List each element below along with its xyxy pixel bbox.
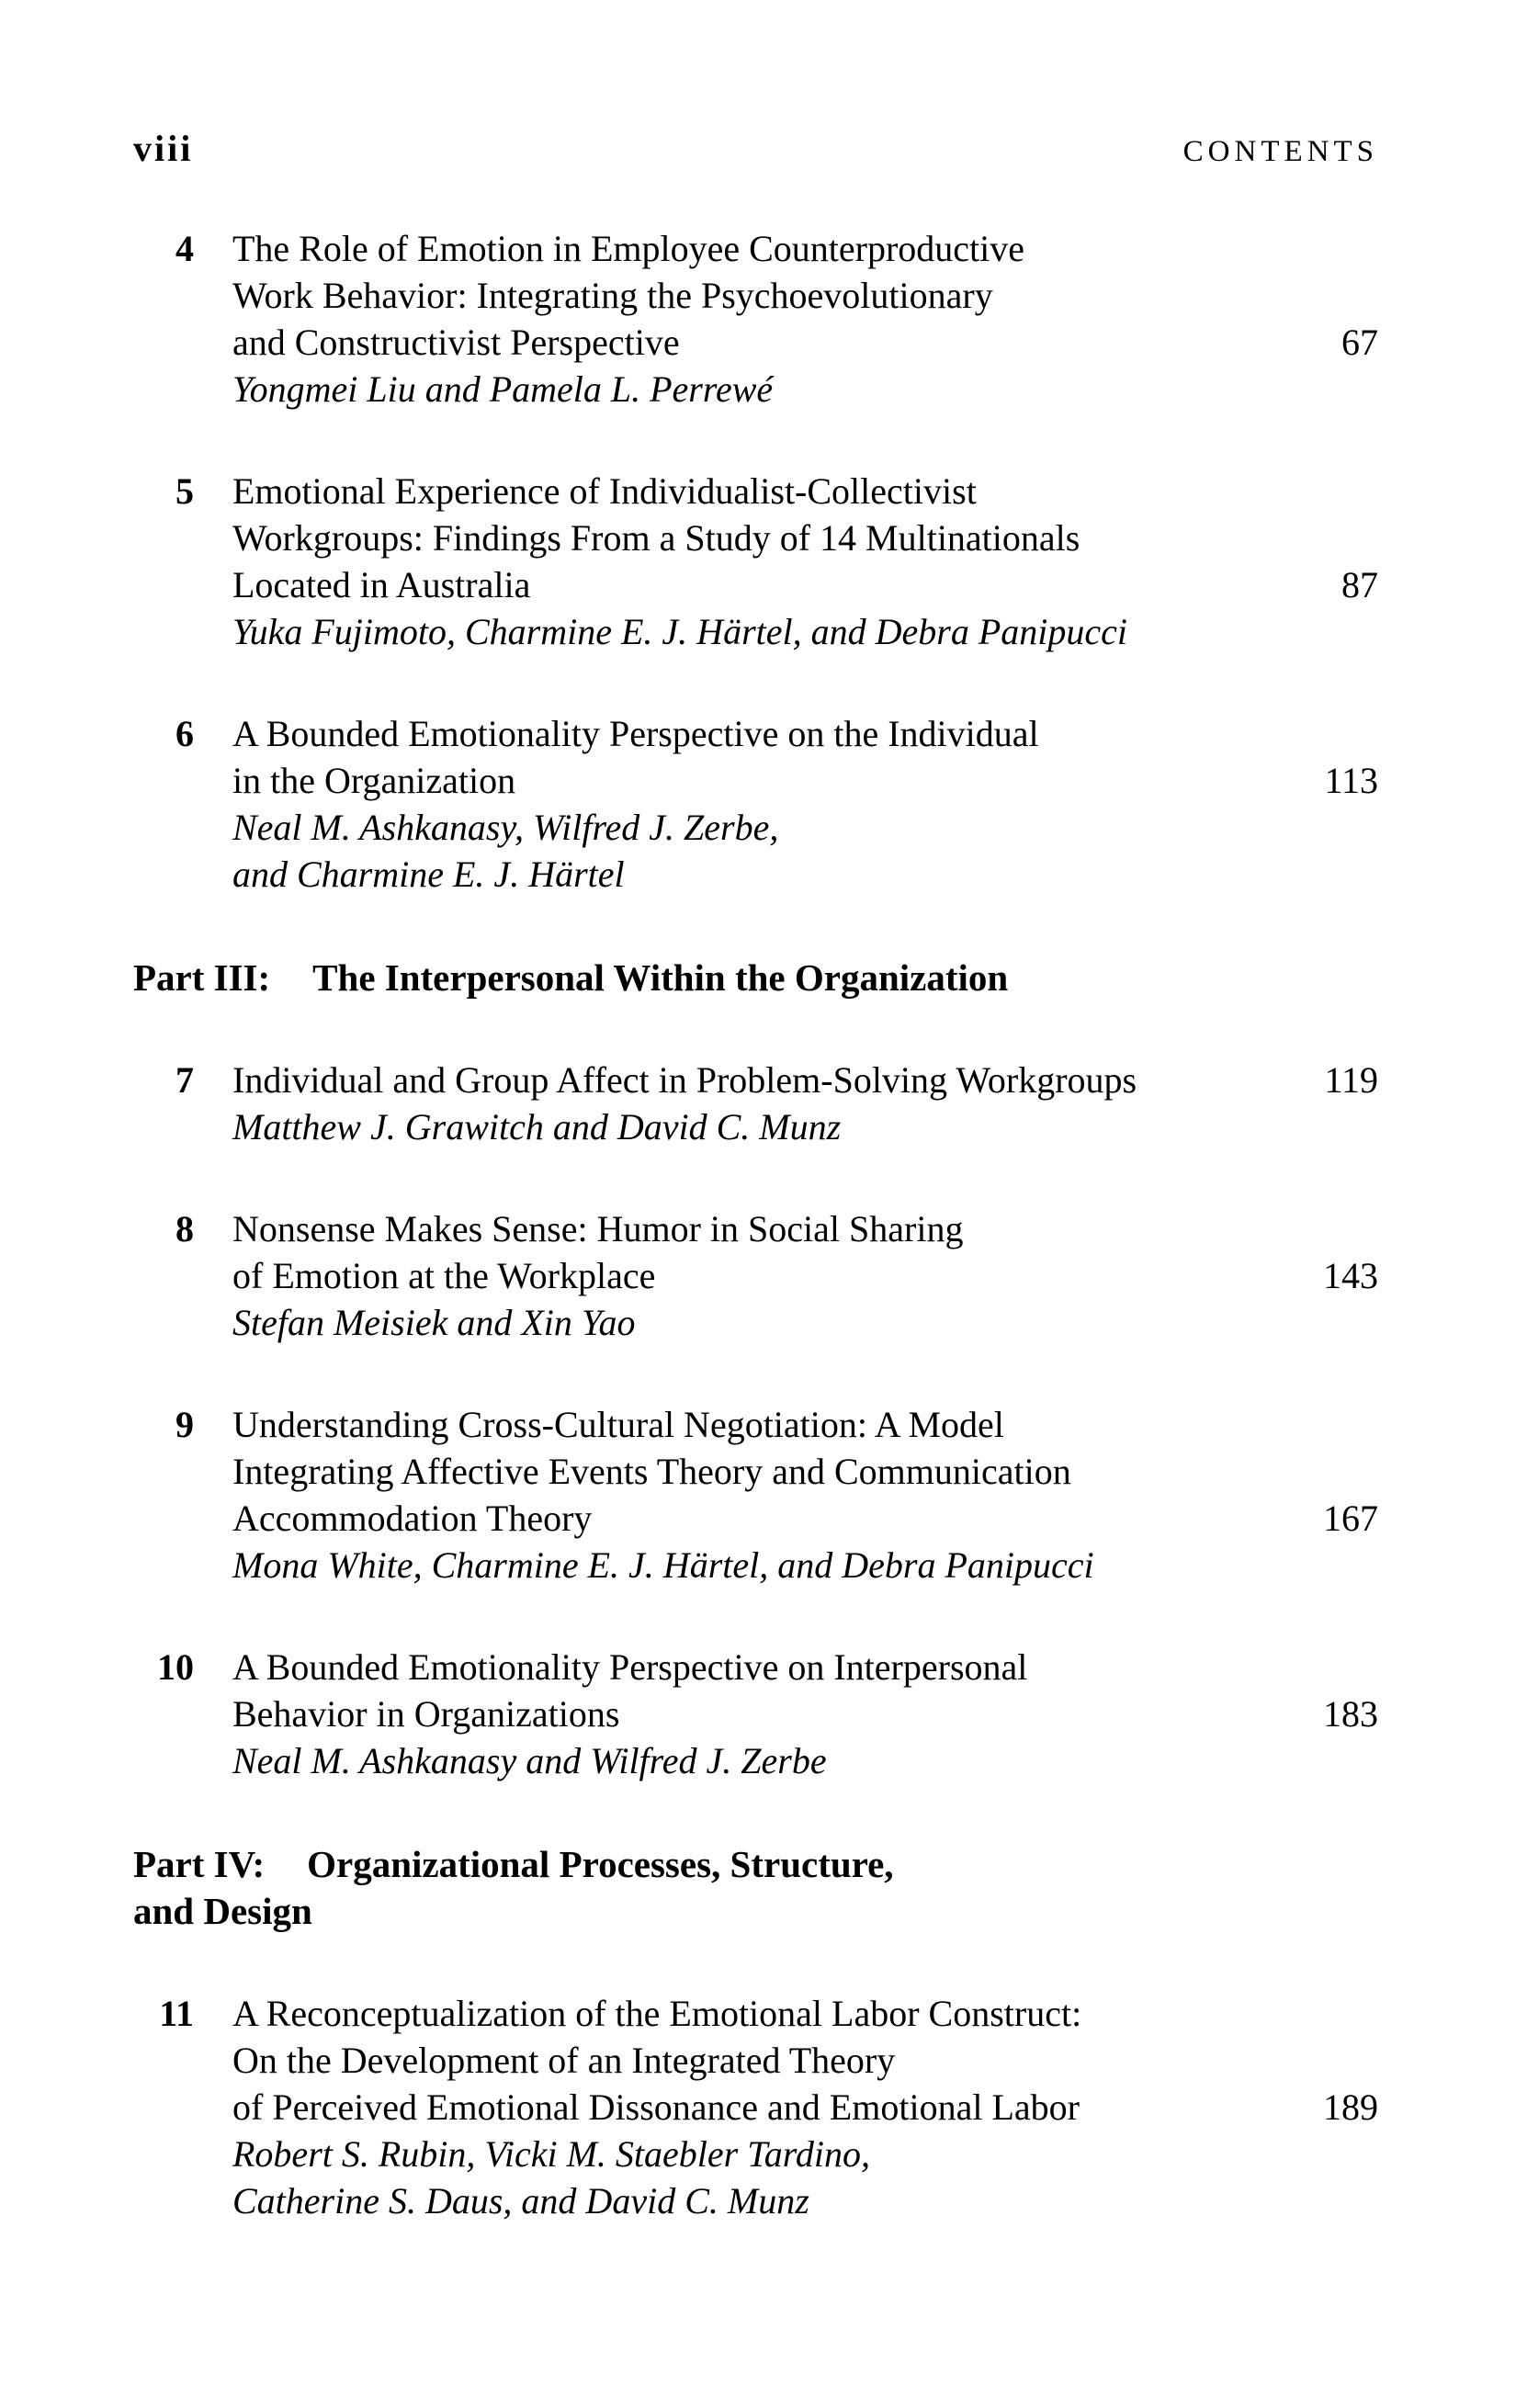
page-number: 183	[1323, 1693, 1378, 1735]
title-line: Workgroups: Findings From a Study of 14 Multinationals	[232, 517, 1080, 559]
entry-title-line	[133, 1644, 1378, 1690]
entry-author-line	[133, 608, 1378, 655]
title-line: A Reconceptualization of the Emotional Labor Construct:	[232, 1993, 1082, 2034]
chapter-number: 10	[157, 1646, 194, 1688]
title-line: A Bounded Emotionality Perspective on Interpersonal	[232, 1646, 1028, 1688]
title-line: of Emotion at the Workplace	[232, 1255, 656, 1296]
toc-entry-7	[133, 1057, 1378, 1150]
entry-title-line	[133, 1690, 1378, 1737]
part-label: Part III:	[133, 956, 271, 999]
part-title: The Interpersonal Within the Organization	[312, 956, 1009, 999]
chapter-number: 5	[175, 470, 194, 512]
entry-title-line	[133, 1495, 1378, 1542]
part-title-continuation: and Design	[133, 1890, 312, 1932]
page-number: 119	[1324, 1059, 1378, 1101]
entry-title-line	[133, 1057, 1378, 1103]
chapter-number: 9	[175, 1404, 194, 1445]
chapter-number: 4	[175, 228, 194, 269]
title-line: Behavior in Organizations	[232, 1693, 620, 1735]
author-line: Yuka Fujimoto, Charmine E. J. Härtel, and Debra Panipucci	[232, 611, 1127, 652]
entry-title-line	[133, 468, 1378, 514]
author-line: Matthew J. Grawitch and David C. Munz	[232, 1106, 842, 1147]
entry-title-line	[133, 757, 1378, 804]
page-header	[133, 125, 1378, 175]
part-heading-line	[133, 955, 1378, 1001]
entry-author-line	[133, 1299, 1378, 1346]
entry-title-line	[133, 225, 1378, 272]
author-line: Neal M. Ashkanasy and Wilfred J. Zerbe	[232, 1740, 827, 1781]
entry-title-line	[133, 710, 1378, 757]
title-line: of Perceived Emotional Dissonance and Emotional Labor	[232, 2086, 1080, 2128]
entry-title-line	[133, 1990, 1378, 2037]
title-line: and Constructivist Perspective	[232, 322, 680, 363]
title-line: Located in Australia	[232, 564, 531, 605]
author-line: Neal M. Ashkanasy, Wilfred J. Zerbe,	[232, 807, 779, 848]
entry-title-line	[133, 561, 1378, 608]
title-line: Individual and Group Affect in Problem-Solving Workgroups	[232, 1059, 1137, 1101]
entry-author-line	[133, 1542, 1378, 1588]
toc-entry-9	[133, 1401, 1378, 1588]
title-line: The Role of Emotion in Employee Counterproductive	[232, 228, 1025, 269]
title-line: Integrating Affective Events Theory and Communication	[232, 1451, 1071, 1492]
part-title: Organizational Processes, Structure,	[307, 1843, 894, 1885]
entry-title-line	[133, 1448, 1378, 1495]
entry-author-line	[133, 2177, 1378, 2224]
entry-title-line	[133, 2037, 1378, 2084]
title-line: in the Organization	[232, 760, 516, 801]
part-heading-line	[133, 1841, 1378, 1888]
toc-entry-6	[133, 710, 1378, 898]
chapter-number: 11	[159, 1993, 194, 2034]
author-line: Stefan Meisiek and Xin Yao	[232, 1302, 636, 1343]
chapter-number: 8	[175, 1208, 194, 1249]
title-line: On the Development of an Integrated Theory	[232, 2040, 896, 2081]
entry-author-line	[133, 366, 1378, 413]
entry-title-line	[133, 319, 1378, 366]
entry-author-line	[133, 2131, 1378, 2177]
entry-author-line	[133, 804, 1378, 851]
title-line: Emotional Experience of Individualist-Collectivist	[232, 470, 977, 512]
entry-author-line	[133, 1103, 1378, 1150]
toc-entry-4	[133, 225, 1378, 413]
toc-entry-11	[133, 1990, 1378, 2224]
part-label: Part IV:	[133, 1843, 266, 1885]
toc-entry-10	[133, 1644, 1378, 1784]
author-line: Catherine S. Daus, and David C. Munz	[232, 2180, 809, 2221]
entry-title-line	[133, 1205, 1378, 1252]
entry-title-line	[133, 2084, 1378, 2131]
title-line: Understanding Cross-Cultural Negotiation: A Model	[232, 1404, 1004, 1445]
toc-entry-8	[133, 1205, 1378, 1346]
page-number-label: viii	[133, 128, 194, 169]
chapter-number: 7	[175, 1059, 194, 1101]
entry-author-line	[133, 1737, 1378, 1784]
entry-title-line	[133, 514, 1378, 561]
author-line: Robert S. Rubin, Vicki M. Staebler Tardino,	[232, 2133, 871, 2175]
author-line: Mona White, Charmine E. J. Härtel, and Debra Panipucci	[232, 1544, 1094, 1586]
chapter-number: 6	[175, 713, 194, 754]
title-line: Work Behavior: Integrating the Psychoevolutionary	[232, 275, 993, 316]
part-heading-4	[133, 1841, 1378, 1935]
entry-title-line	[133, 272, 1378, 319]
entry-author-line	[133, 851, 1378, 898]
title-line: Nonsense Makes Sense: Humor in Social Sharing	[232, 1208, 964, 1249]
page-number: 67	[1341, 322, 1378, 363]
page-number: 113	[1324, 760, 1378, 801]
part-heading-3	[133, 955, 1378, 1001]
author-line: and Charmine E. J. Härtel	[232, 854, 625, 895]
title-line: Accommodation Theory	[232, 1498, 593, 1539]
toc-entry-5	[133, 468, 1378, 655]
page-number: 143	[1323, 1255, 1378, 1296]
running-head: CONTENTS	[1182, 135, 1378, 168]
page-number: 189	[1323, 2086, 1378, 2128]
author-line: Yongmei Liu and Pamela L. Perrewé	[232, 368, 774, 410]
title-line: A Bounded Emotionality Perspective on the Individual	[232, 713, 1039, 754]
page-number: 167	[1323, 1498, 1378, 1539]
entry-title-line	[133, 1252, 1378, 1299]
entry-title-line	[133, 1401, 1378, 1448]
page-number: 87	[1341, 564, 1378, 605]
